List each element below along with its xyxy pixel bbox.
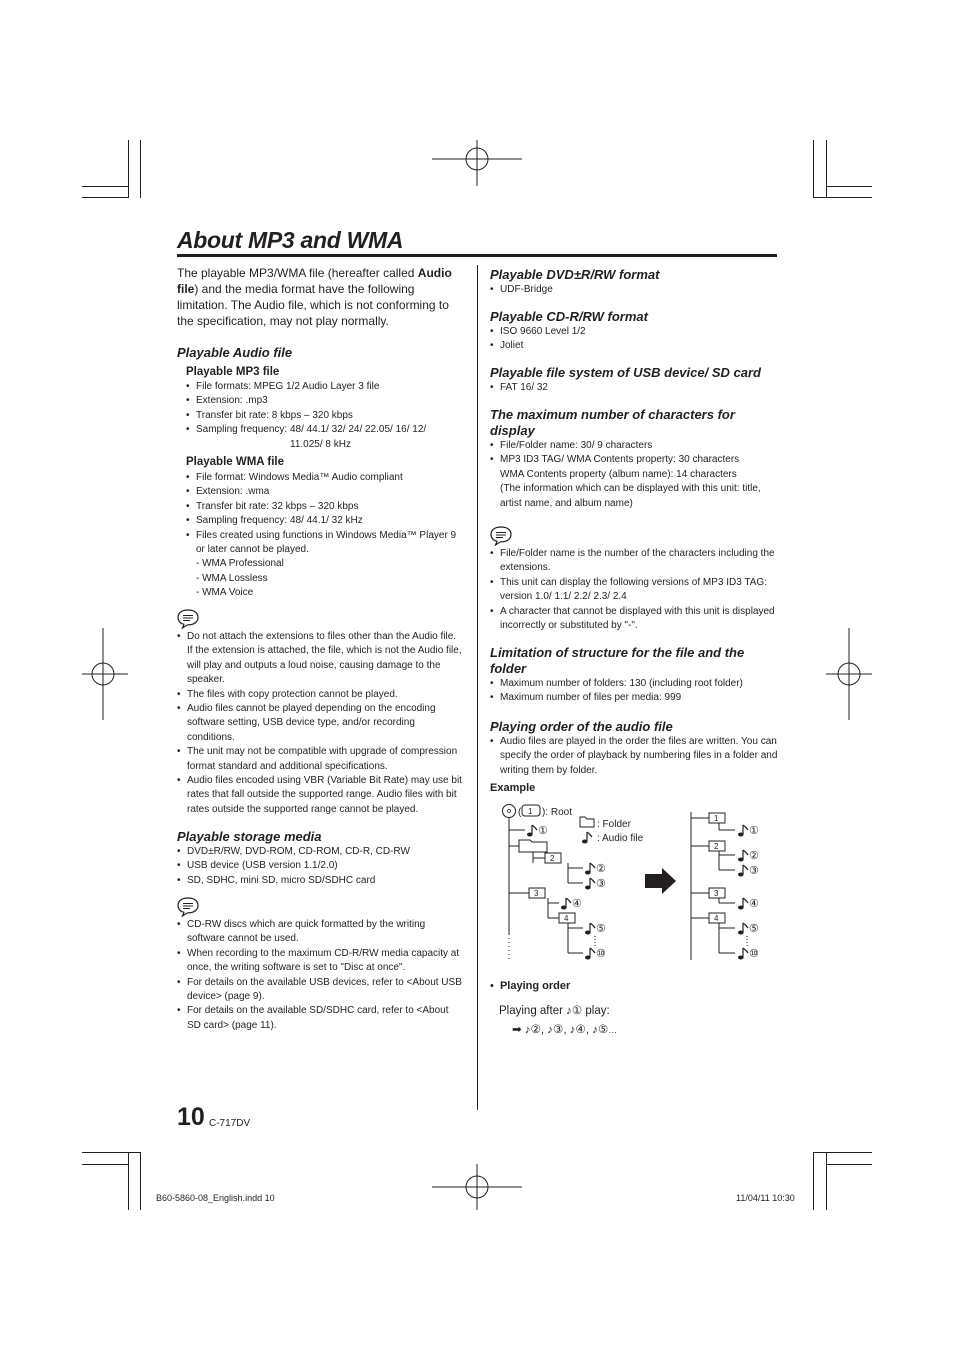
folder-number: 4 (714, 914, 719, 923)
arrow-icon: ➡ (512, 1024, 522, 1036)
file-number: ③ (596, 878, 606, 890)
list-item: • File formats: MPEG 1/2 Audio Layer 3 file (186, 380, 471, 394)
audio-file-heading: Playable Audio file (177, 345, 293, 360)
right-arrow-icon (645, 868, 676, 894)
note-icon (177, 609, 199, 629)
list-item: • UDF-Bridge (490, 283, 780, 297)
max-characters-list (490, 439, 780, 511)
playing-after-end: play: (585, 1005, 610, 1017)
playing-order-list (490, 735, 780, 778)
sequence-item: ⑤ (597, 1024, 609, 1036)
cd-format-heading: Playable CD-R/RW format (490, 309, 648, 324)
folder-number: 3 (714, 889, 719, 898)
file-system-heading: Playable file system of USB device/ SD card (490, 365, 761, 380)
folder-number: 2 (550, 854, 555, 863)
sequence-item: ④ (575, 1024, 586, 1036)
note-icon: ♪ (524, 1024, 531, 1036)
list-item-continued: 11.025/ 8 kHz (290, 438, 351, 450)
list-item: • Joliet (490, 339, 780, 353)
registration-mark-left (82, 628, 128, 720)
mp3-heading: Playable MP3 file (186, 366, 280, 378)
note-icon (177, 897, 199, 917)
file-number: ① (538, 825, 548, 837)
legend-note-icon (582, 832, 592, 844)
registration-mark-top (432, 140, 522, 186)
list-item: • ISO 9660 Level 1/2 (490, 325, 780, 339)
file-system-list (490, 381, 780, 395)
list-item: • This unit can display the following versions of MP3 ID3 TAG: version 1.0/ 1.1/ 2.2/ 2.3/ 2.4 (490, 576, 775, 605)
model-number: C-717DV (209, 1118, 251, 1129)
list-item: • Maximum number of files per media: 999 (490, 691, 780, 705)
legend-folder: : Folder (597, 819, 631, 830)
sequence-item: ② (530, 1024, 541, 1036)
playing-order-heading: Playing order of the audio file (490, 719, 673, 734)
list-item: • The unit may not be compatible with upgrade of compression format standard and additional specifications. (177, 745, 464, 774)
dvd-format-heading: Playable DVD±R/RW format (490, 267, 660, 282)
list-item: • MP3 ID3 TAG/ WMA Contents property: 30 characters (490, 453, 780, 467)
structure-limit-heading: Limitation of structure for the file and the folder (490, 645, 745, 676)
file-number: ② (596, 863, 606, 875)
note-icon: ♪ (592, 1024, 598, 1036)
list-item: • Extension: .mp3 (186, 394, 471, 408)
file-number: ⑩ (596, 948, 606, 960)
file-number: ③ (749, 865, 759, 877)
list-item: • CD-RW discs which are quick formatted by the writing software cannot be used. (177, 918, 464, 947)
playing-order-label: Playing order (499, 980, 571, 992)
list-item-sub: - WMA Lossless (196, 572, 268, 584)
list-item: • File format: Windows Media™ Audio compliant (186, 471, 466, 485)
list-item-sub: - WMA Voice (196, 587, 254, 599)
intro-text: The playable MP3/WMA file (hereafter called (177, 266, 418, 280)
file-number: ④ (749, 898, 759, 910)
list-item: • Maximum number of folders: 130 (including root folder) (490, 677, 780, 691)
playing-order-item: • Playing order (490, 980, 571, 992)
playing-sequence: ➡ ♪②, ♪③, ♪④, ♪⑤… (512, 1024, 618, 1036)
note-icon: ♪ (547, 1024, 554, 1036)
list-item: • File/Folder name is the number of the characters including the extensions. (490, 547, 775, 576)
example-label: Example (490, 782, 536, 794)
list-item-sub: - WMA Professional (196, 558, 284, 570)
list-item: • FAT 16/ 32 (490, 381, 780, 395)
notes-characters-list (490, 547, 775, 633)
column-divider (477, 265, 478, 1110)
playing-after-line (499, 1003, 610, 1017)
file-number: ① (749, 825, 759, 837)
intro-paragraph (177, 265, 462, 329)
list-item: • SD, SDHC, mini SD, micro SD/SDHC card (177, 874, 464, 888)
list-item-continued: WMA Contents property (album name): 14 characters (500, 468, 737, 480)
page-number: 10 (177, 1103, 205, 1131)
svg-text:(: ( (518, 807, 522, 818)
list-item: • USB device (USB version 1.1/2.0) (177, 859, 464, 873)
folder-number: 1 (528, 807, 533, 816)
intro-text-end: ) and the media format have the following limitation. The Audio file, which is not conforming to the specification, may not play normally. (177, 282, 449, 328)
list-item: • DVD±R/RW, DVD-ROM, CD-ROM, CD-R, CD-RW (177, 845, 464, 859)
file-number: ④ (572, 898, 582, 910)
folder-number: 1 (714, 814, 719, 823)
notes-audio-list (177, 630, 464, 817)
folder-number: 3 (534, 889, 539, 898)
list-item: • Transfer bit rate: 8 kbps – 320 kbps (186, 409, 471, 423)
folder-number: 4 (564, 914, 569, 923)
list-item: • Extension: .wma (186, 485, 466, 499)
slug-file: B60-5860-08_English.indd 10 (156, 1193, 275, 1203)
disc-icon (503, 805, 516, 818)
max-characters-heading: The maximum number of characters for display (490, 407, 735, 438)
registration-mark-right (826, 628, 872, 720)
list-item: • Audio files encoded using VBR (Variable Bit Rate) may use bit rates that fall outside the supported range. Audio files with bit rates outside the supported range cannot be played. (177, 774, 464, 817)
note-icon: ♪ (566, 1005, 572, 1017)
legend-root: ): Root (542, 807, 573, 818)
list-item: • The files with copy protection cannot be played. (177, 688, 464, 702)
registration-mark-bottom (432, 1164, 522, 1210)
dvd-format-list (490, 283, 780, 297)
list-item: • Files created using functions in Windows Media™ Player 9 or later cannot be played. (186, 529, 466, 558)
sequence-item: ③ (553, 1024, 564, 1036)
folder-number: 2 (714, 842, 719, 851)
mp3-list (186, 380, 471, 452)
list-item: • Do not attach the extensions to files other than the Audio file. If the extension is attached, the file, which is not the Audio file, will play and outputs a loud noise, causing damage to the speaker. (177, 630, 464, 688)
list-item: • Audio files are played in the order the files are written. You can specify the order of playback by numbering files in a folder and writing them by folder. (490, 735, 780, 778)
page-title: About MP3 and WMA (177, 227, 404, 253)
list-item: • File/Folder name: 30/ 9 characters (490, 439, 780, 453)
legend-audio: : Audio file (597, 833, 644, 844)
intro-bold-term: Audio file (177, 266, 452, 296)
slug-date: 11/04/11 10:30 (736, 1193, 795, 1203)
file-number: ② (749, 850, 759, 862)
list-item-continued: (The information which can be displayed with this unit: title, artist name, and album name) (500, 483, 761, 509)
sequence-ellipsis: … (608, 1025, 618, 1035)
note-icon (490, 526, 512, 546)
wma-list (186, 471, 466, 601)
file-number: ⑤ (596, 923, 606, 935)
playing-after-text: Playing after (499, 1005, 563, 1017)
list-item: • Sampling frequency: 48/ 44.1/ 32/ 24/ 22.05/ 16/ 12/ (186, 423, 471, 437)
notes-storage-list (177, 918, 464, 1033)
list-item: • When recording to the maximum CD-R/RW media capacity at once, the writing software is set to "Disc at once". (177, 947, 464, 976)
legend-folder-icon (580, 817, 594, 827)
folder-structure-diagram (495, 800, 785, 965)
list-item: • Audio files cannot be played depending on the encoding software setting, USB device type, and/or recording conditions. (177, 702, 464, 745)
list-item: • Sampling frequency: 48/ 44.1/ 32 kHz (186, 514, 466, 528)
note-icon: ♪ (569, 1024, 576, 1036)
cd-format-list (490, 325, 780, 354)
file-number: ⑩ (749, 948, 759, 960)
list-item: • For details on the available SD/SDHC card, refer to <About SD card> (page 11). (177, 1004, 464, 1033)
storage-media-heading: Playable storage media (177, 829, 322, 844)
storage-media-list (177, 845, 464, 888)
title-rule (177, 254, 777, 257)
list-item: • A character that cannot be displayed with this unit is displayed incorrectly or substituted by "-". (490, 605, 775, 634)
file-number: ⑤ (749, 923, 759, 935)
list-item: • Transfer bit rate: 32 kbps – 320 kbps (186, 500, 466, 514)
list-item: • For details on the available USB devices, refer to <About USB device> (page 9). (177, 976, 464, 1005)
structure-limit-list (490, 677, 780, 706)
wma-heading: Playable WMA file (186, 456, 284, 468)
file-number: ① (571, 1005, 583, 1017)
